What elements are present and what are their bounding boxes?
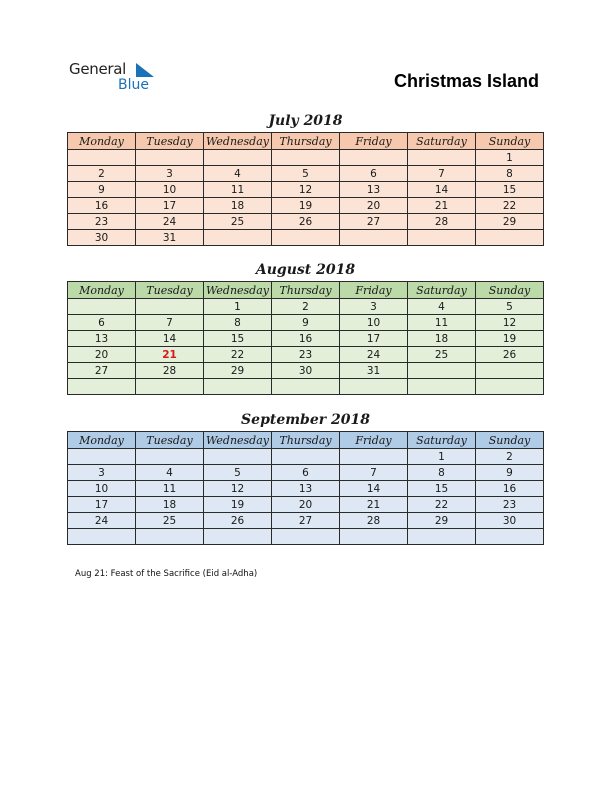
- day-cell: [204, 529, 272, 545]
- weekday-header: Sunday: [476, 133, 544, 150]
- logo-triangle-icon: [136, 63, 156, 77]
- day-cell: [408, 230, 476, 246]
- calendar-week-row: [68, 331, 544, 347]
- day-cell: 18: [136, 497, 204, 513]
- day-cell: 10: [340, 315, 408, 331]
- calendar-week-row: [68, 315, 544, 331]
- day-cell: [136, 529, 204, 545]
- day-cell: 28: [408, 214, 476, 230]
- day-cell: 13: [68, 331, 136, 347]
- day-cell: 26: [476, 347, 544, 363]
- day-cell: 2: [476, 449, 544, 465]
- calendar-body: [68, 449, 544, 545]
- day-cell: [272, 150, 340, 166]
- day-cell: 20: [340, 198, 408, 214]
- day-cell: 23: [272, 347, 340, 363]
- weekday-header: Wednesday: [204, 133, 272, 150]
- day-cell: 2: [272, 299, 340, 315]
- day-cell: 17: [68, 497, 136, 513]
- day-cell: 30: [272, 363, 340, 379]
- day-cell: [340, 449, 408, 465]
- day-cell: 15: [204, 331, 272, 347]
- day-cell: [272, 230, 340, 246]
- day-cell: [68, 379, 136, 395]
- day-cell: [340, 529, 408, 545]
- weekday-header: Sunday: [476, 282, 544, 299]
- day-cell: 18: [408, 331, 476, 347]
- calendar-week-row: [68, 214, 544, 230]
- day-cell: 1: [408, 449, 476, 465]
- day-cell: [204, 449, 272, 465]
- month-july: [67, 112, 544, 246]
- day-cell: [136, 299, 204, 315]
- day-cell: [272, 449, 340, 465]
- day-cell: 20: [68, 347, 136, 363]
- weekday-header: Thursday: [272, 133, 340, 150]
- day-cell: [136, 449, 204, 465]
- day-cell: [476, 529, 544, 545]
- weekday-header-row: [68, 282, 544, 299]
- day-cell: 24: [340, 347, 408, 363]
- day-cell: 23: [68, 214, 136, 230]
- calendar-week-row: [68, 379, 544, 395]
- day-cell: 21: [340, 497, 408, 513]
- calendar-week-row: [68, 465, 544, 481]
- calendar-week-row: [68, 347, 544, 363]
- day-cell: 7: [340, 465, 408, 481]
- day-cell: [476, 230, 544, 246]
- day-cell: 3: [136, 166, 204, 182]
- calendar-week-row: [68, 497, 544, 513]
- day-cell: 14: [136, 331, 204, 347]
- weekday-header: Wednesday: [204, 282, 272, 299]
- weekday-header: Friday: [340, 432, 408, 449]
- day-cell: 1: [204, 299, 272, 315]
- day-cell: 11: [136, 481, 204, 497]
- day-cell: 31: [340, 363, 408, 379]
- day-cell: 6: [272, 465, 340, 481]
- page-title: Christmas Island: [393, 71, 539, 91]
- day-cell: 17: [136, 198, 204, 214]
- day-cell: 2: [68, 166, 136, 182]
- day-cell: 10: [136, 182, 204, 198]
- day-cell: [68, 150, 136, 166]
- day-cell: [408, 529, 476, 545]
- calendar-table: [67, 281, 544, 395]
- day-cell: [340, 379, 408, 395]
- weekday-header: Tuesday: [136, 432, 204, 449]
- day-cell: 9: [272, 315, 340, 331]
- weekday-header: Saturday: [408, 282, 476, 299]
- holiday-note: Aug 21: Feast of the Sacrifice (Eid al-Adha): [75, 569, 258, 579]
- day-cell: [136, 150, 204, 166]
- calendar-week-row: [68, 166, 544, 182]
- day-cell: [476, 363, 544, 379]
- day-cell: 12: [476, 315, 544, 331]
- month-title: September 2018: [241, 412, 370, 428]
- day-cell: [272, 379, 340, 395]
- day-cell: 16: [476, 481, 544, 497]
- day-cell: 8: [476, 166, 544, 182]
- day-cell: 28: [136, 363, 204, 379]
- day-cell: 4: [408, 299, 476, 315]
- day-cell: [408, 379, 476, 395]
- month-september: [67, 411, 544, 545]
- day-cell: 3: [340, 299, 408, 315]
- weekday-header: Wednesday: [204, 432, 272, 449]
- brand-logo: [69, 60, 159, 96]
- day-cell: [68, 449, 136, 465]
- day-cell: [204, 150, 272, 166]
- day-cell: [340, 150, 408, 166]
- day-cell: 12: [272, 182, 340, 198]
- day-cell: 22: [408, 497, 476, 513]
- calendar-week-row: [68, 513, 544, 529]
- month-title: July 2018: [268, 113, 343, 129]
- day-cell: [340, 230, 408, 246]
- day-cell: 24: [68, 513, 136, 529]
- weekday-header: Monday: [68, 432, 136, 449]
- day-cell: 18: [204, 198, 272, 214]
- weekday-header: Monday: [68, 282, 136, 299]
- day-cell: [136, 379, 204, 395]
- day-cell: 13: [272, 481, 340, 497]
- day-cell: 4: [136, 465, 204, 481]
- day-cell: 11: [204, 182, 272, 198]
- day-cell: [204, 230, 272, 246]
- day-cell: 20: [272, 497, 340, 513]
- day-cell: 8: [204, 315, 272, 331]
- month-title: August 2018: [255, 262, 356, 278]
- day-cell: 5: [204, 465, 272, 481]
- day-cell: 19: [476, 331, 544, 347]
- day-cell: 23: [476, 497, 544, 513]
- calendar-week-row: [68, 150, 544, 166]
- weekday-header: Saturday: [408, 432, 476, 449]
- day-cell: 19: [204, 497, 272, 513]
- day-cell: 12: [204, 481, 272, 497]
- weekday-header: Friday: [340, 133, 408, 150]
- calendar-week-row: [68, 230, 544, 246]
- day-cell: 8: [408, 465, 476, 481]
- day-cell: [68, 529, 136, 545]
- day-cell: 16: [272, 331, 340, 347]
- weekday-header-row: [68, 432, 544, 449]
- day-cell: 24: [136, 214, 204, 230]
- day-cell: 21: [408, 198, 476, 214]
- calendar-week-row: [68, 529, 544, 545]
- day-cell: 5: [476, 299, 544, 315]
- day-cell: 29: [408, 513, 476, 529]
- month-august: [67, 261, 544, 395]
- day-cell: 5: [272, 166, 340, 182]
- day-cell: 1: [476, 150, 544, 166]
- calendar-week-row: [68, 182, 544, 198]
- day-cell: 10: [68, 481, 136, 497]
- day-cell: 15: [476, 182, 544, 198]
- weekday-header: Tuesday: [136, 133, 204, 150]
- day-cell: 25: [204, 214, 272, 230]
- day-cell: 19: [272, 198, 340, 214]
- calendar-week-row: [68, 481, 544, 497]
- weekday-header: Friday: [340, 282, 408, 299]
- day-cell: 29: [204, 363, 272, 379]
- logo-text-blue: Blue: [118, 77, 149, 93]
- day-cell: 27: [340, 214, 408, 230]
- day-cell: 25: [136, 513, 204, 529]
- weekday-header-row: [68, 133, 544, 150]
- day-cell: [476, 379, 544, 395]
- calendar-table: [67, 431, 544, 545]
- day-cell: 28: [340, 513, 408, 529]
- day-cell: 21: [136, 347, 204, 363]
- calendar-body: [68, 150, 544, 246]
- weekday-header: Tuesday: [136, 282, 204, 299]
- day-cell: 7: [136, 315, 204, 331]
- day-cell: 17: [340, 331, 408, 347]
- day-cell: 7: [408, 166, 476, 182]
- day-cell: 6: [340, 166, 408, 182]
- day-cell: 14: [408, 182, 476, 198]
- day-cell: 9: [68, 182, 136, 198]
- day-cell: 29: [476, 214, 544, 230]
- weekday-header: Saturday: [408, 133, 476, 150]
- day-cell: 4: [204, 166, 272, 182]
- calendar-week-row: [68, 198, 544, 214]
- day-cell: 27: [68, 363, 136, 379]
- day-cell: [408, 363, 476, 379]
- day-cell: [68, 299, 136, 315]
- day-cell: 30: [476, 513, 544, 529]
- day-cell: 15: [408, 481, 476, 497]
- day-cell: 13: [340, 182, 408, 198]
- day-cell: 9: [476, 465, 544, 481]
- day-cell: [408, 150, 476, 166]
- day-cell: 6: [68, 315, 136, 331]
- day-cell: 30: [68, 230, 136, 246]
- calendar-body: [68, 299, 544, 395]
- day-cell: [204, 379, 272, 395]
- weekday-header: Sunday: [476, 432, 544, 449]
- day-cell: [272, 529, 340, 545]
- calendar-week-row: [68, 299, 544, 315]
- weekday-header: Thursday: [272, 432, 340, 449]
- logo-text-general: General: [69, 60, 127, 78]
- day-cell: 27: [272, 513, 340, 529]
- day-cell: 25: [408, 347, 476, 363]
- day-cell: 11: [408, 315, 476, 331]
- day-cell: 26: [272, 214, 340, 230]
- day-cell: 22: [476, 198, 544, 214]
- day-cell: 26: [204, 513, 272, 529]
- day-cell: 14: [340, 481, 408, 497]
- day-cell: 31: [136, 230, 204, 246]
- weekday-header: Monday: [68, 133, 136, 150]
- calendar-week-row: [68, 449, 544, 465]
- weekday-header: Thursday: [272, 282, 340, 299]
- day-cell: 3: [68, 465, 136, 481]
- day-cell: 16: [68, 198, 136, 214]
- calendar-table: [67, 132, 544, 246]
- calendar-week-row: [68, 363, 544, 379]
- day-cell: 22: [204, 347, 272, 363]
